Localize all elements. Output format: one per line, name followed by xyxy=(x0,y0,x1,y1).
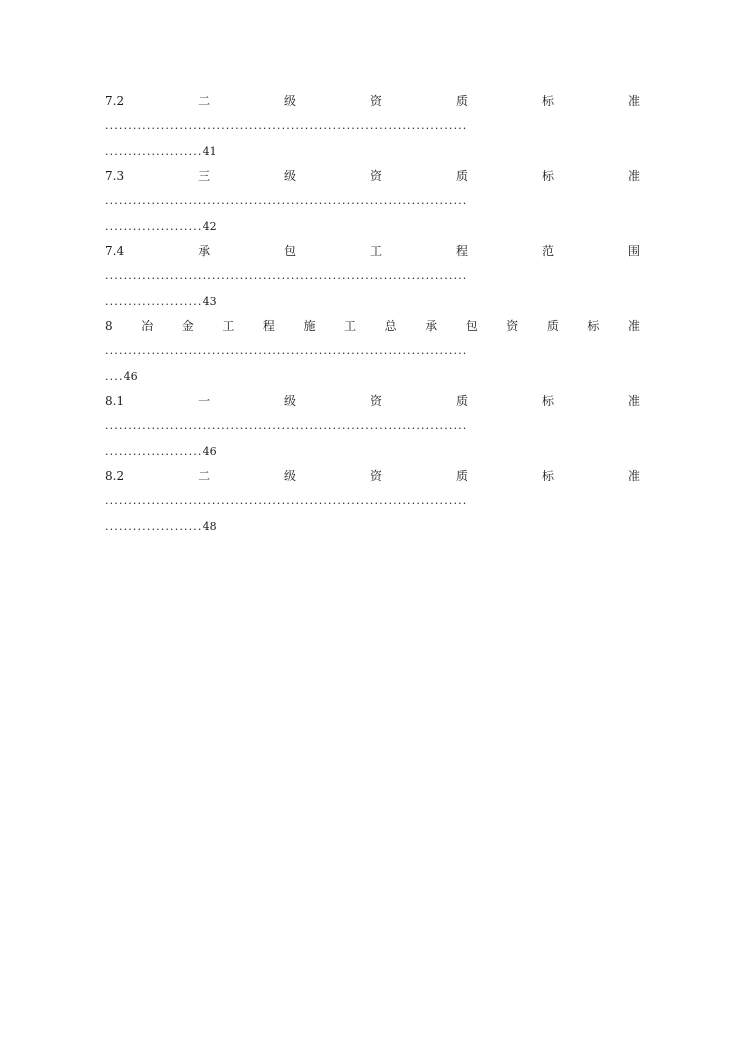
toc-entry-7-3[interactable] xyxy=(105,164,640,239)
section-number: 8.2 xyxy=(105,469,125,483)
title-char: 资 xyxy=(370,169,383,183)
title-char: 准 xyxy=(627,394,640,408)
title-char: 冶 xyxy=(141,319,154,333)
dot-leader: .............................................................................. xyxy=(105,269,468,282)
dot-leader-end xyxy=(105,139,640,164)
title-char: 准 xyxy=(627,469,640,483)
dot-leader-end xyxy=(105,439,640,464)
dot-leader: .............................................................................. xyxy=(105,194,468,207)
page-number: 46 xyxy=(123,370,138,383)
title-char: 围 xyxy=(627,244,640,258)
page-number: 48 xyxy=(202,520,217,533)
section-number: 7.4 xyxy=(105,244,125,258)
page-number: 46 xyxy=(202,445,217,458)
title-char: 资 xyxy=(370,469,383,483)
title-char: 包 xyxy=(465,319,478,333)
toc-entry-7-2[interactable] xyxy=(105,89,640,164)
title-char: 质 xyxy=(456,394,469,408)
table-of-contents xyxy=(105,89,640,539)
toc-entry-heading xyxy=(105,164,640,188)
title-char: 质 xyxy=(456,469,469,483)
title-char: 质 xyxy=(456,94,469,108)
title-char: 工 xyxy=(222,319,235,333)
title-char: 承 xyxy=(198,244,211,258)
dot-leader-tail: .... xyxy=(105,370,124,383)
title-char: 资 xyxy=(370,94,383,108)
dot-leader: .............................................................................. xyxy=(105,344,468,357)
toc-entry-8-1[interactable] xyxy=(105,389,640,464)
title-char: 一 xyxy=(198,394,211,408)
title-char: 准 xyxy=(627,169,640,183)
title-char: 准 xyxy=(627,94,640,108)
toc-entry-8-2[interactable] xyxy=(105,464,640,539)
title-char: 质 xyxy=(546,319,559,333)
dot-leader-end xyxy=(105,214,640,239)
title-char: 标 xyxy=(542,94,555,108)
toc-entry-7-4[interactable] xyxy=(105,239,640,314)
dot-leader: .............................................................................. xyxy=(105,494,468,507)
title-char: 质 xyxy=(456,169,469,183)
title-char: 级 xyxy=(284,94,297,108)
dot-leader-end xyxy=(105,514,640,539)
section-number: 8.1 xyxy=(105,394,125,408)
title-char: 二 xyxy=(198,469,211,483)
title-char: 标 xyxy=(587,319,600,333)
dot-leader: .............................................................................. xyxy=(105,419,468,432)
title-char: 程 xyxy=(456,244,469,258)
title-char: 二 xyxy=(198,94,211,108)
title-char: 金 xyxy=(181,319,194,333)
dot-leader: .............................................................................. xyxy=(105,119,468,132)
section-number: 8 xyxy=(105,319,113,333)
title-char: 承 xyxy=(425,319,438,333)
page-number: 43 xyxy=(202,295,217,308)
title-char: 施 xyxy=(303,319,316,333)
section-number: 7.3 xyxy=(105,169,125,183)
toc-entry-8[interactable] xyxy=(105,314,640,389)
title-char: 工 xyxy=(344,319,357,333)
dot-leader-tail: ..................... xyxy=(105,145,203,158)
toc-entry-heading xyxy=(105,89,640,113)
title-char: 工 xyxy=(370,244,383,258)
title-char: 标 xyxy=(542,394,555,408)
toc-entry-heading xyxy=(105,314,640,338)
title-char: 级 xyxy=(284,169,297,183)
title-char: 程 xyxy=(262,319,275,333)
toc-entry-heading xyxy=(105,389,640,413)
title-char: 三 xyxy=(198,169,211,183)
section-number: 7.2 xyxy=(105,94,125,108)
title-char: 资 xyxy=(506,319,519,333)
dot-leader-end xyxy=(105,364,640,389)
title-char: 标 xyxy=(542,169,555,183)
title-char: 准 xyxy=(627,319,640,333)
dot-leader-tail: ..................... xyxy=(105,445,203,458)
title-char: 资 xyxy=(370,394,383,408)
title-char: 标 xyxy=(542,469,555,483)
title-char: 级 xyxy=(284,394,297,408)
title-char: 级 xyxy=(284,469,297,483)
page-number: 42 xyxy=(202,220,217,233)
toc-entry-heading xyxy=(105,239,640,263)
dot-leader-end xyxy=(105,289,640,314)
page-number: 41 xyxy=(202,145,217,158)
dot-leader-tail: ..................... xyxy=(105,220,203,233)
dot-leader-tail: ..................... xyxy=(105,520,203,533)
dot-leader-tail: ..................... xyxy=(105,295,203,308)
toc-entry-heading xyxy=(105,464,640,488)
title-char: 包 xyxy=(284,244,297,258)
title-char: 总 xyxy=(384,319,397,333)
title-char: 范 xyxy=(542,244,555,258)
